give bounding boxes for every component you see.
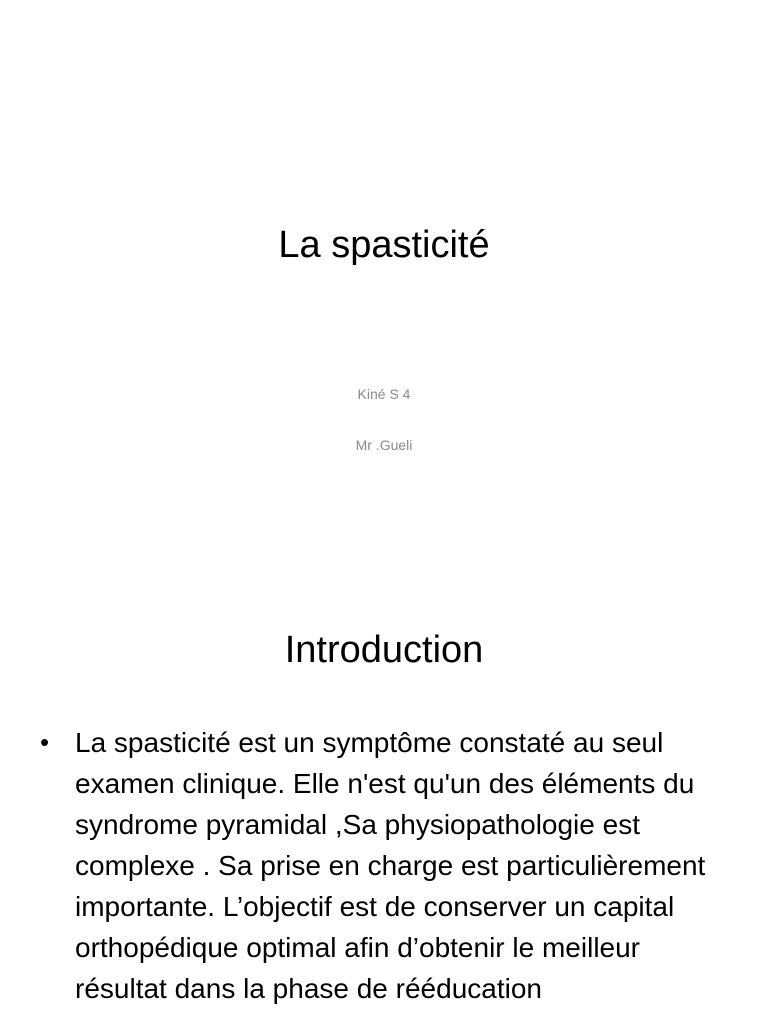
bullet-item-text: La spasticité est un symptôme constaté au seul examen clinique. Elle n'est qu'un des éléments du syndrome pyramidal ,Sa physiopathologie est complexe . Sa prise en charge est particulièrement importante. L’objectif est de conserver un capital orthopédique optimal afin d’obtenir le meilleur résultat dans la phase de rééducation — [75, 727, 706, 1004]
bullet-list — [40, 722, 730, 1009]
bullet-icon: • — [40, 727, 50, 757]
slide-title-heading: La spasticité — [278, 224, 490, 266]
course-label: Kiné S 4 — [357, 386, 411, 402]
author-label: Mr .Gueli — [355, 437, 413, 453]
introduction-heading: Introduction — [284, 629, 484, 671]
slide-introduction — [0, 576, 768, 1024]
